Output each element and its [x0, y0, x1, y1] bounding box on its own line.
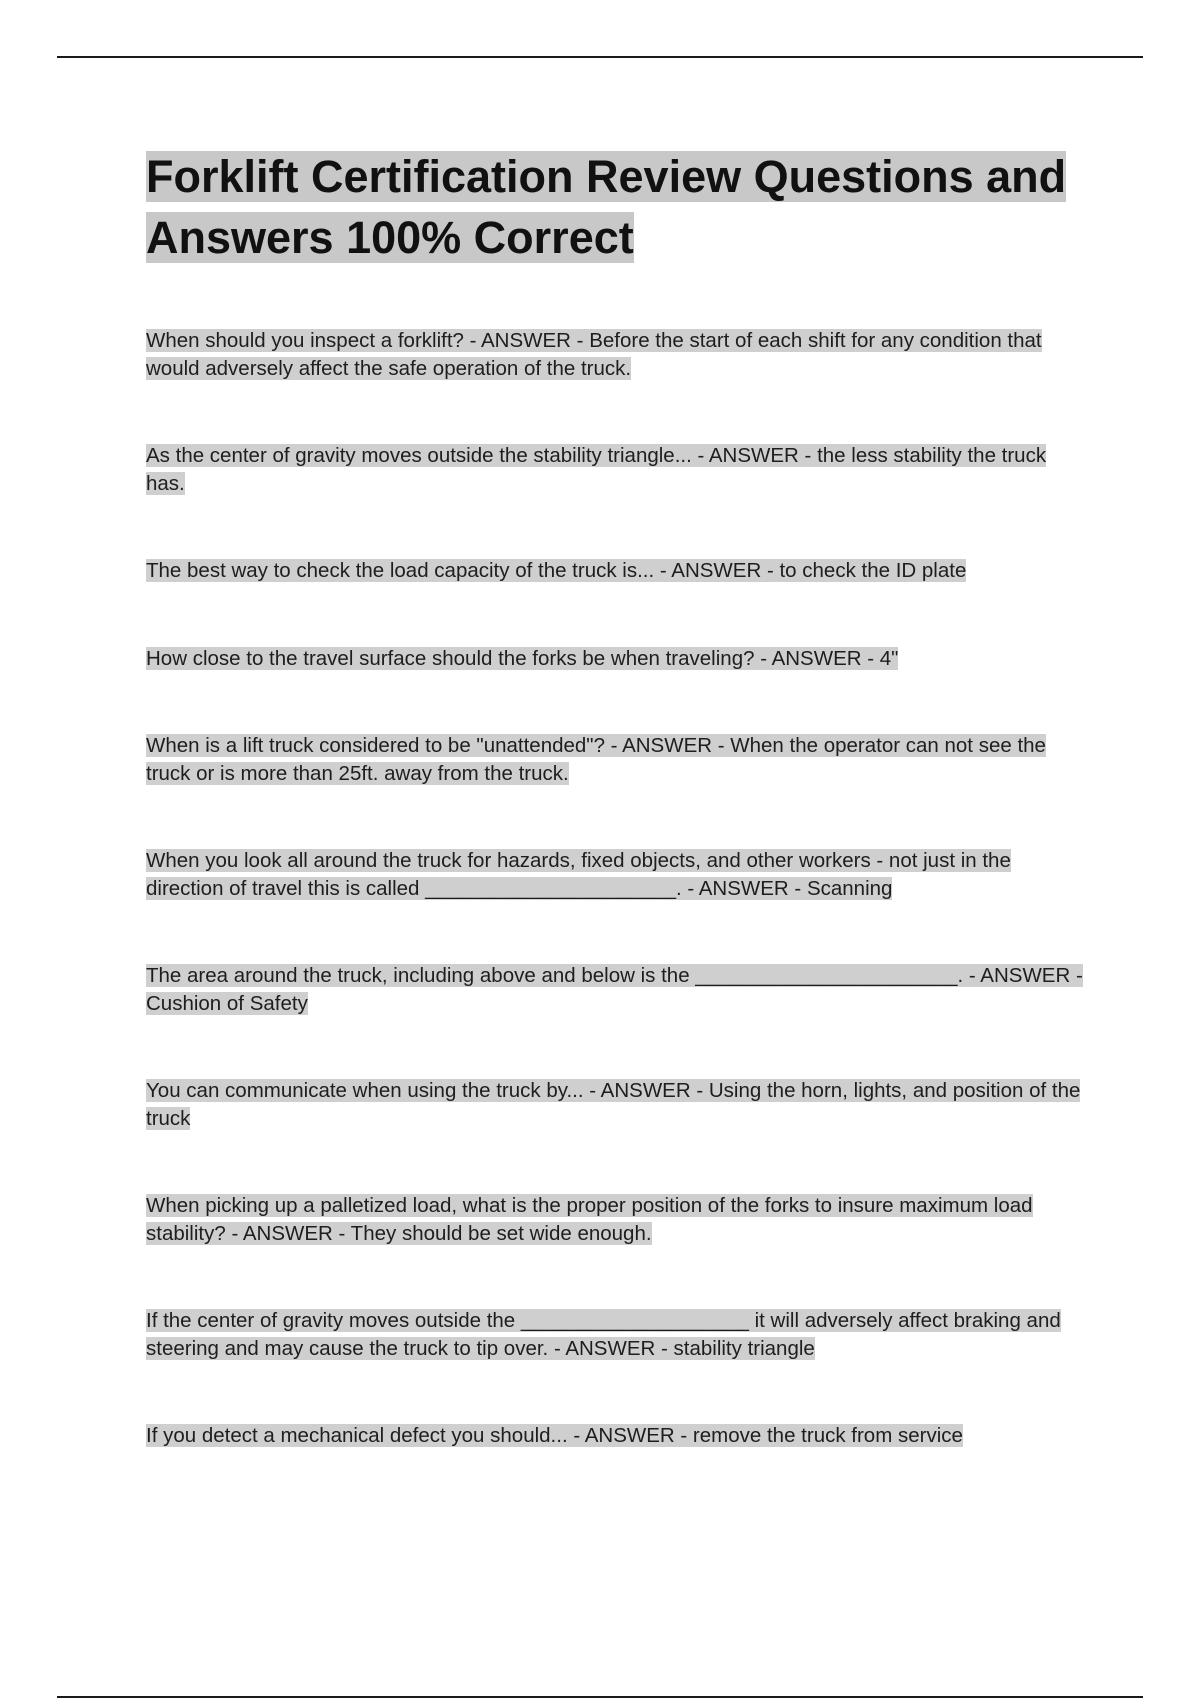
qa-item	[146, 962, 1086, 1017]
qa-item-text: If you detect a mechanical defect you should... - ANSWER - remove the truck from service	[146, 1424, 963, 1447]
qa-item	[146, 1077, 1086, 1132]
qa-item-text: When is a lift truck considered to be "unattended"? - ANSWER - When the operator can not see the truck or is more than 25ft. away from the truck.	[146, 734, 1046, 785]
qa-item-text: When picking up a palletized load, what is the proper position of the forks to insure maximum load stability? - ANSWER - They should be set wide enough.	[146, 1194, 1033, 1245]
qa-item-text: As the center of gravity moves outside the stability triangle... - ANSWER - the less stability the truck has.	[146, 444, 1047, 495]
document-title	[146, 146, 1086, 268]
header-rule	[57, 56, 1143, 58]
qa-item	[146, 1192, 1086, 1247]
qa-item	[146, 442, 1086, 497]
document-page	[146, 146, 1086, 1510]
qa-item	[146, 327, 1086, 382]
qa-item	[146, 732, 1086, 787]
qa-item-text: You can communicate when using the truck by... - ANSWER - Using the horn, lights, and position of the truck	[146, 1079, 1081, 1130]
qa-item-text: When should you inspect a forklift? - ANSWER - Before the start of each shift for any condition that would adversely affect the safe operation of the truck.	[146, 329, 1042, 380]
qa-item	[146, 1422, 1086, 1450]
qa-item-text: The best way to check the load capacity of the truck is... - ANSWER - to check the ID plate	[146, 559, 967, 582]
qa-list	[146, 327, 1086, 1450]
qa-item	[146, 557, 1086, 585]
qa-item-text: If the center of gravity moves outside the ____________________ it will adversely affect braking and steering and may cause the truck to tip over. - ANSWER - stability triangle	[146, 1309, 1061, 1360]
qa-item	[146, 1307, 1086, 1362]
document-title-text: Forklift Certification Review Questions and Answers 100% Correct	[146, 151, 1067, 263]
qa-item-text: When you look all around the truck for hazards, fixed objects, and other workers - not just in the direction of travel this is called ______________________. - ANSWER - Scanning	[146, 849, 1011, 900]
qa-item	[146, 645, 1086, 673]
qa-item-text: The area around the truck, including above and below is the _______________________. - ANSWER - Cushion of Safety	[146, 964, 1083, 1015]
qa-item-text: How close to the travel surface should the forks be when traveling? - ANSWER - 4"	[146, 646, 899, 670]
footer-rule	[57, 1696, 1143, 1698]
qa-item	[146, 847, 1086, 902]
